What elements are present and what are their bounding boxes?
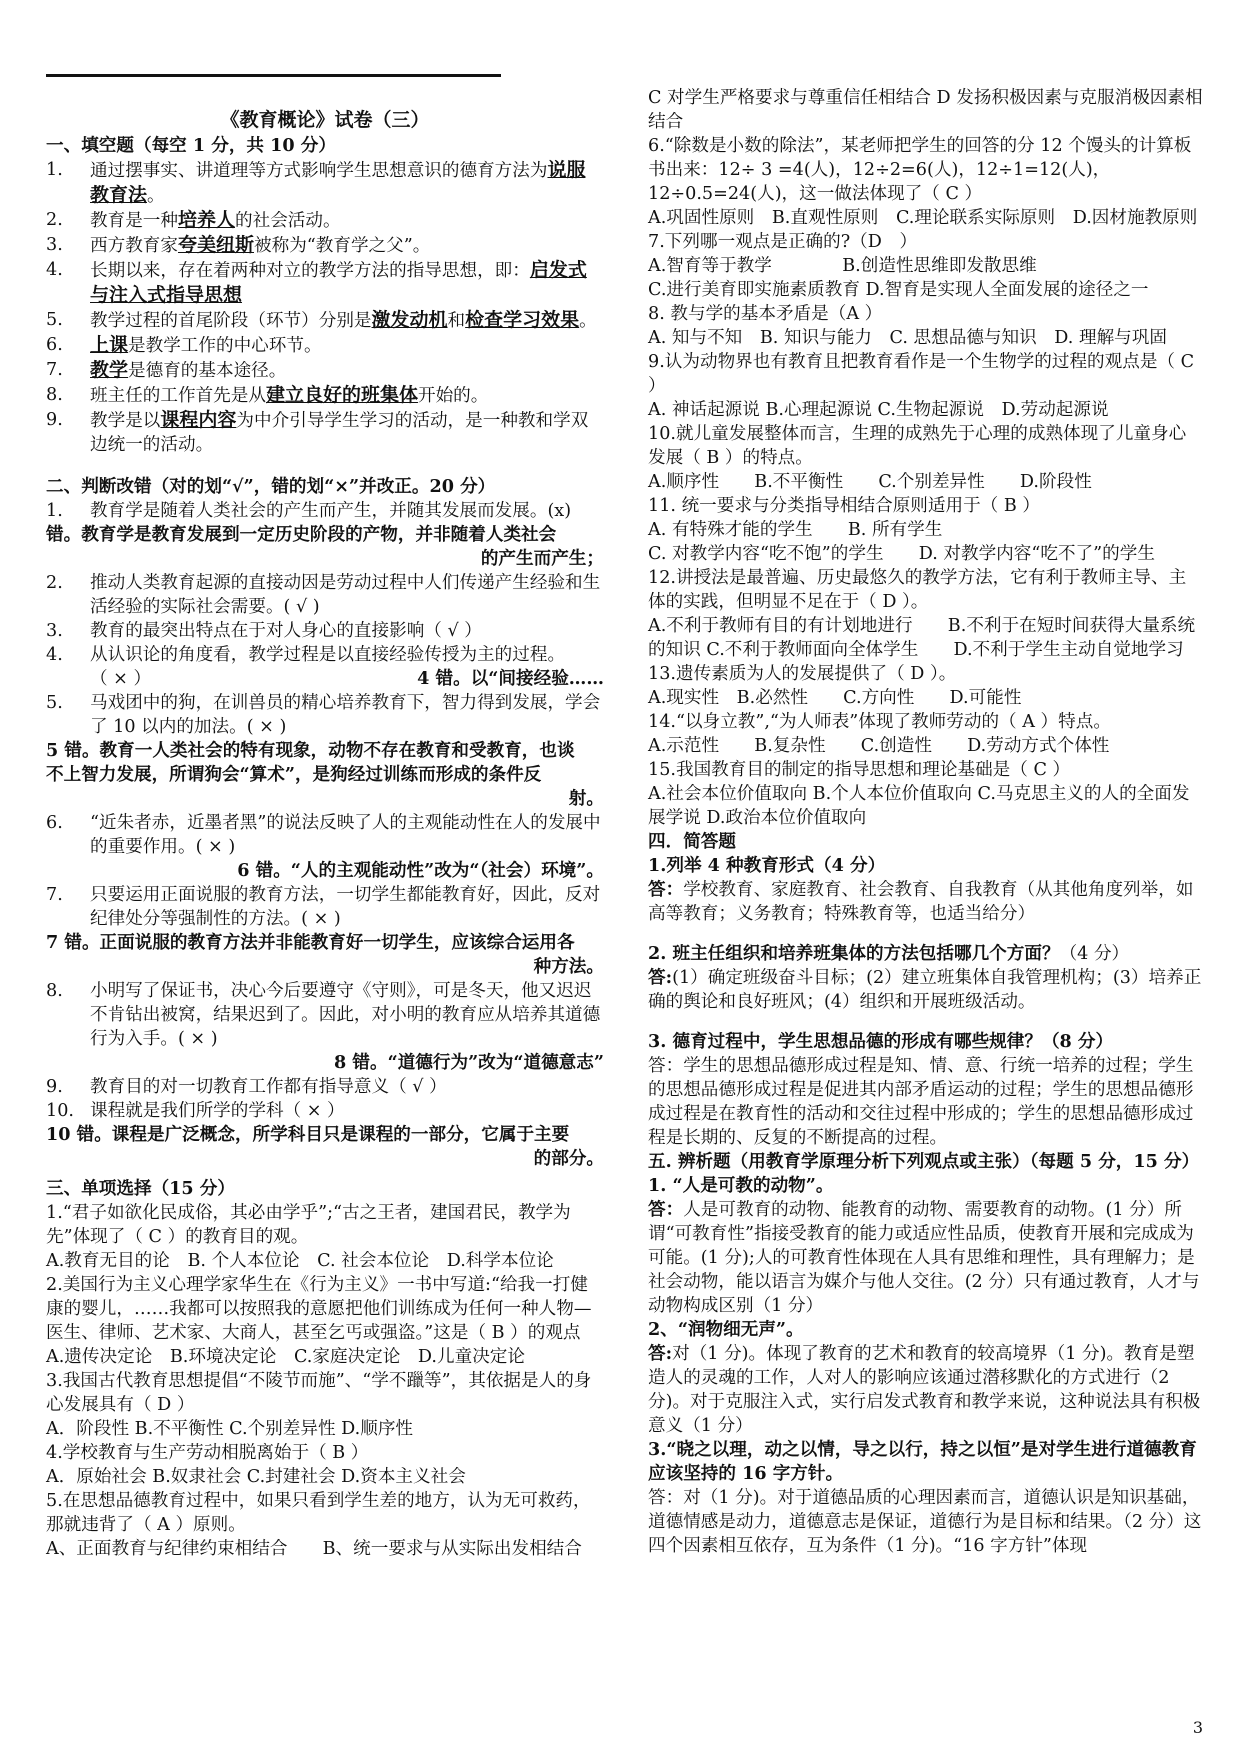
fill-item: 5. 教学过程的首尾阶段（环节）分别是激发动机和检查学习效果。 xyxy=(46,309,597,331)
exam-title: 《教育概论》试卷（三） xyxy=(220,109,430,131)
short-heading: 四．简答题 xyxy=(648,831,736,852)
short-answer: 答：学校教育、家庭教育、社会教育、自我教育（从其他角度列举，如高等教育；义务教育；特殊教育等，也适当给分） xyxy=(648,879,1194,924)
short-question: 2. 班主任组织和培养班集体的方法包括哪几个方面？（4 分） xyxy=(648,943,1130,964)
choice-question: 4.学校教育与生产劳动相脱离始于（ B ） xyxy=(46,1443,369,1463)
choice-options: A. 有特殊才能的学生 B. 所有学生 xyxy=(648,520,943,540)
fill-item: 1. 通过摆事实、讲道理等方式影响学生思想意识的德育方法为说服教育法。 xyxy=(46,159,586,206)
short-question: 1.列举 4 种教育形式（4 分） xyxy=(648,855,886,876)
choice-options: A、正面教育与纪律约束相结合 B、统一要求与从实际出发相结合 xyxy=(46,1539,582,1559)
choice-options: A.巩固性原则 B.直观性原则 C.理论联系实际原则 D.因材施教原则 xyxy=(648,208,1198,228)
choice-question: 11. 统一要求与分类指导相结合原则适用于（ B ） xyxy=(648,496,1040,516)
fill-item: 9. 教学是以课程内容为中介引导学生学习的活动，是一种教和学双边统一的活动。 xyxy=(46,409,589,455)
fill-item: 6. 上课是教学工作的中心环节。 xyxy=(46,334,322,356)
choice-options: C.进行美育即实施素质教育 D.智育是实现人全面发展的途径之一 xyxy=(648,280,1149,300)
choice-question: 1.“君子如欲化民成俗，其必由学乎”;“古之王者，建国君民，教学为先”体现了（ C ）的教育目的观。 xyxy=(46,1203,571,1247)
choice-question: 12.讲授法是最普遍、历史最悠久的教学方法，它有利于教师主导、主体的实践，但明显不足在于（ D ）。 xyxy=(648,568,1187,612)
analysis-answer: 答:对（1 分)。体现了教育的艺术和教育的较高境界（1 分)。教育是塑造人的灵魂的工作，人对人的影响应该通过潜移默化的方式进行（2 分)。对于克服注入式，实行启发式教育和教学来说，这种说法具有积极意义（1 分） xyxy=(648,1343,1201,1436)
choice-options: A．阶段性 B.不平衡性 C.个别差异性 D.顺序性 xyxy=(46,1419,414,1439)
choice-question: 7.下列哪一观点是正确的?（D ） xyxy=(648,232,918,252)
judge-item: （ × ） 4 错。以“间接经验…… xyxy=(90,668,604,689)
analysis-question: 3.“晓之以理，动之以情，导之以行，持之以恒”是对学生进行道德教育应该坚持的 16 字方针。 xyxy=(648,1439,1197,1484)
page-number: 3 xyxy=(1192,1718,1203,1737)
choice-options: C 对学生严格要求与尊重信任相结合 D 发扬积极因素与克服消极因素相结合 xyxy=(648,88,1203,132)
choice-question: 8. 教与学的基本矛盾是（A ） xyxy=(648,304,883,324)
judge-correction: 8 错。“道德行为”改为“道德意志” xyxy=(334,1052,604,1073)
judge-item: 6. “近朱者赤，近墨者黑”的说法反映了人的主观能动性在人的发展中的重要作用。( × ) xyxy=(46,813,601,857)
judge-correction: 射。 xyxy=(568,788,604,809)
judge-correction: 的产生而产生； xyxy=(480,548,604,569)
judge-correction: 不上智力发展，所谓狗会“算术”，是狗经过训练而形成的条件反 xyxy=(46,764,542,785)
short-answer: 答:(1）确定班级奋斗目标；(2）建立班集体自我管理机构；(3）培养正确的舆论和良好班风；(4）组织和开展班级活动。 xyxy=(648,967,1202,1012)
choice-question: 13.遗传素质为人的发展提供了（ D ）。 xyxy=(648,664,957,684)
choice-question: 6.“除数是小数的除法”，某老师把学生的回答的分 12 个馒头的计算板书出来：12÷ 3 =4(人)，12÷2=6(人)，12÷1=12(人)，12÷0.5=24(人)，这一做法体现了（ C ） xyxy=(648,136,1192,204)
judge-correction: 种方法。 xyxy=(533,956,604,977)
fill-item: 2. 教育是一种培养人的社会活动。 xyxy=(46,209,341,231)
judge-correction: 的部分。 xyxy=(533,1148,604,1169)
judge-correction: 6 错。“人的主观能动性”改为“（社会）环境”。 xyxy=(237,860,604,881)
choice-question: 9.认为动物界也有教育且把教育看作是一个生物学的过程的观点是（ C ） xyxy=(648,352,1195,396)
judge-item: 7. 只要运用正面说服的教育方法，一切学生都能教育好，因此，反对纪律处分等强制性的方法。( × ) xyxy=(46,885,601,929)
analysis-question: 1. “人是可教的动物”。 xyxy=(648,1175,834,1196)
judge-correction: 10 错。课程是广泛概念，所学科目只是课程的一部分，它属于主要 xyxy=(46,1124,570,1145)
short-answer: 答：学生的思想品德形成过程是知、情、意、行统一培养的过程；学生的思想品德形成过程是促进其内部矛盾运动的过程；学生的思想品德形成过程是在教育性的活动和交往过程中形成的；学生的思想品德形成过程是长期的、反复的不断提高的过程。 xyxy=(648,1056,1194,1148)
choice-options: A.顺序性 B.不平衡性 C.个别差异性 D.阶段性 xyxy=(648,472,1092,492)
choice-heading: 三、单项选择（15 分） xyxy=(46,1178,235,1199)
choice-options: A.教育无目的论 B. 个人本位论 C. 社会本位论 D.科学本位论 xyxy=(46,1251,554,1271)
fill-item: 3. 西方教育家夸美纽斯被称为“教育学之父”。 xyxy=(46,234,431,256)
judge-correction: 错。教育学是教育发展到一定历史阶段的产物，并非随着人类社会 xyxy=(46,524,557,545)
choice-options: A.现实性 B.必然性 C.方向性 D.可能性 xyxy=(648,688,1022,708)
judge-item: 8. 小明写了保证书，决心今后要遵守《守则》，可是冬天，他又迟迟不肯钻出被窝，结果迟到了。因此，对小明的教育应从培养其道德行为入手。( × ) xyxy=(46,981,601,1049)
judge-item: 2. 推动人类教育起源的直接动因是劳动过程中人们传递产生经验和生活经验的实际社会需要。( √ ) xyxy=(46,573,601,617)
left-column xyxy=(46,90,604,1561)
choice-options: A.不利于教师有目的有计划地进行 B.不利于在短时间获得大量系统的知识 C.不利于教师面向全体学生 D.不利于学生主动自觉地学习 xyxy=(648,616,1196,660)
choice-question: 15.我国教育目的制定的指导思想和理论基础是（ C ） xyxy=(648,760,1071,780)
choice-question: 14.“以身立教”,“为人师表”体现了教师劳动的（ A ）特点。 xyxy=(648,712,1111,732)
choice-question: 3.我国古代教育思想提倡“不陵节而施”、“学不躐等”，其依据是人的身心发展具有（ D ） xyxy=(46,1371,592,1415)
judge-item: 9. 教育目的对一切教育工作都有指导意义（ √ ） xyxy=(46,1077,447,1097)
judge-heading: 二、判断改错（对的划“√”，错的划“×”并改正。20 分） xyxy=(46,476,496,497)
right-column xyxy=(648,86,1203,1558)
judge-item: 4. 从认识论的角度看，教学过程是以直接经验传授为主的过程。 xyxy=(46,645,566,665)
short-question: 3. 德育过程中，学生思想品德的形成有哪些规律？（8 分） xyxy=(648,1031,1114,1052)
fill-heading: 一、填空题（每空 1 分，共 10 分） xyxy=(46,135,336,156)
analysis-question: 2、“润物细无声”。 xyxy=(648,1319,804,1340)
choice-options: A.智育等于教学 B.创造性思维即发散思维 xyxy=(648,256,1037,276)
judge-correction: 4 错。以“间接经验…… xyxy=(417,668,604,689)
judge-item: 1. 教育学是随着人类社会的产生而产生，并随其发展而发展。(x) xyxy=(46,501,572,521)
choice-question: 2.美国行为主义心理学家华生在《行为主义》一书中写道:“给我一打健康的婴儿，……我都可以按照我的意愿把他们训练成为任何一种人物—医生、律师、艺术家、大商人，甚至乞丐或强盗。”这是（ B ）的观点 xyxy=(46,1275,592,1343)
analysis-answer: 答：对（1 分)。对于道德品质的心理因素而言，道德认识是知识基础，道德情感是动力，道德意志是保证，道德行为是目标和结果。（2 分）这四个因素相互依存，互为条件（1 分)。“16 字方针”体现 xyxy=(648,1488,1202,1556)
fill-item: 4. 长期以来，存在着两种对立的教学方法的指导思想，即：启发式与注入式指导思想 xyxy=(46,259,587,306)
fill-item: 7. 教学是德育的基本途径。 xyxy=(46,359,287,381)
header-rule xyxy=(46,74,501,77)
choice-options: C. 对教学内容“吃不饱”的学生 D. 对教学内容“吃不了”的学生 xyxy=(648,544,1155,564)
choice-options: A.社会本位价值取向 B.个人本位价值取向 C.马克思主义的人的全面发展学说 D.政治本位价值取向 xyxy=(648,784,1190,828)
fill-item: 8. 班主任的工作首先是从建立良好的班集体开始的。 xyxy=(46,384,489,406)
analysis-answer: 答：人是可教育的动物、能教育的动物、需要教育的动物。(1 分）所谓“可教育性”指接受教育的能力或适应性品质，使教育开展和完成成为可能。(1 分);人的可教育性体现在人具有思维和理性，具有理解力；是社会动物，能以语言为媒介与他人交往。(2 分）只有通过教育，人才与动物构成区别（1 分） xyxy=(648,1199,1200,1316)
judge-item: 3. 教育的最突出特点在于对人身心的直接影响（ √ ） xyxy=(46,621,482,641)
choice-options: A. 神话起源说 B.心理起源说 C.生物起源说 D.劳动起源说 xyxy=(648,400,1109,420)
analysis-heading: 五. 辨析题（用教育学原理分析下列观点或主张）（每题 5 分，15 分） xyxy=(648,1151,1200,1172)
judge-item: 5. 马戏团中的狗，在训兽员的精心培养教育下，智力得到发展，学会了 10 以内的加法。( × ) xyxy=(46,693,601,737)
judge-correction: 7 错。正面说服的教育方法并非能教育好一切学生，应该综合运用各 xyxy=(46,932,575,953)
judge-correction: 5 错。教育一人类社会的特有现象，动物不存在教育和受教育，也谈 xyxy=(46,740,575,761)
choice-options: A.示范性 B.复杂性 C.创造性 D.劳动方式个体性 xyxy=(648,736,1110,756)
choice-question: 10.就儿童发展整体而言，生理的成熟先于心理的成熟体现了儿童身心发展（ B ）的特点。 xyxy=(648,424,1187,468)
choice-options: A.遗传决定论 B.环境决定论 C.家庭决定论 D.儿童决定论 xyxy=(46,1347,525,1367)
choice-question: 5.在思想品德教育过程中，如果只看到学生差的地方，认为无可救药，那就违背了（ A ）原则。 xyxy=(46,1491,591,1535)
choice-options: A. 知与不知 B. 知识与能力 C. 思想品德与知识 D. 理解与巩固 xyxy=(648,328,1167,348)
judge-item: 10. 课程就是我们所学的学科（ × ） xyxy=(46,1101,345,1121)
choice-options: A．原始社会 B.奴隶社会 C.封建社会 D.资本主义社会 xyxy=(46,1467,466,1487)
